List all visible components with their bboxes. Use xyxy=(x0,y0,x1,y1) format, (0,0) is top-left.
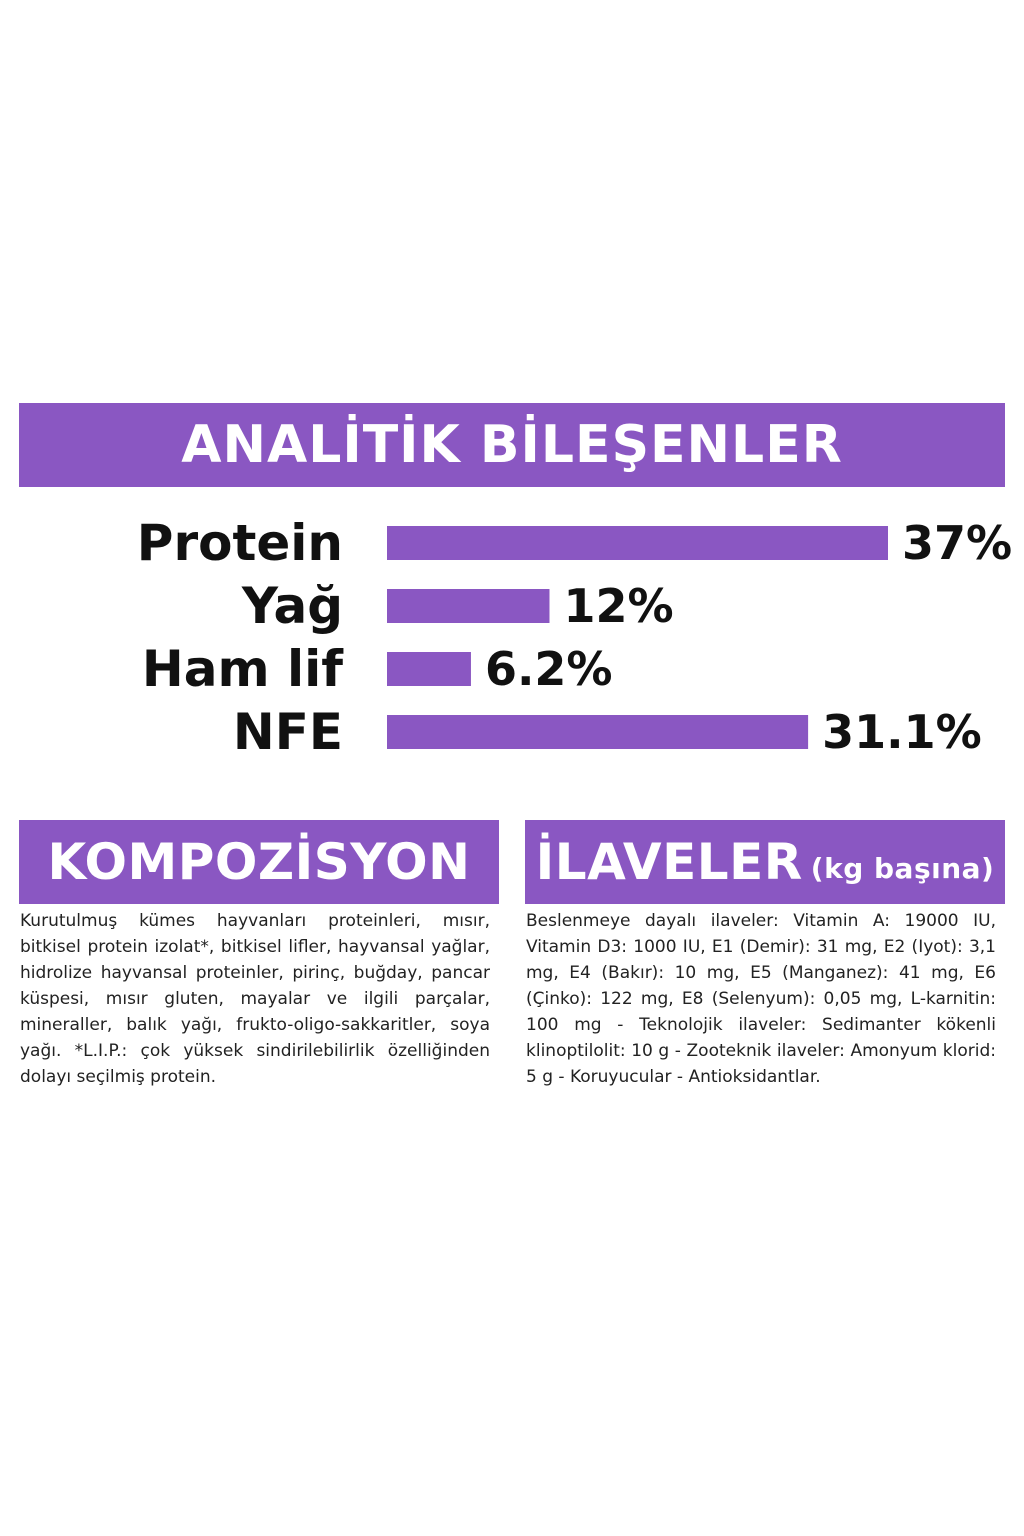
ilaveler-unit: (kg başına) xyxy=(810,851,995,885)
ilaveler-title: İLAVELER xyxy=(535,833,803,891)
kompozisyon-title: KOMPOZİSYON xyxy=(47,833,471,891)
analitik-bilesenler-title: ANALİTİK BİLEŞENLER xyxy=(181,415,843,475)
value-label-nfe: 31.1% xyxy=(822,705,982,759)
bar-ham-lif xyxy=(387,652,471,686)
kompozisyon-header xyxy=(19,820,499,904)
category-label-ham-lif: Ham lif xyxy=(141,640,343,698)
ilaveler-header xyxy=(525,820,1005,904)
value-label-ham-lif: 6.2% xyxy=(484,642,613,696)
category-label-ya-: Yağ xyxy=(241,577,343,635)
bar-nfe xyxy=(387,715,808,749)
value-label-ya-: 12% xyxy=(563,579,674,633)
bar-protein xyxy=(387,526,888,560)
bar-ya- xyxy=(387,589,549,623)
ilaveler-text: Beslenmeye dayalı ilaveler: Vitamin A: 19000 IU, Vitamin D3: 1000 IU, E1 (Demir): 31 mg, E2 (Iyot): 3,1 mg, E4 (Bakır): 10 mg, E5 (Manganez): 41 mg, E6 (Çinko): 122 mg, E8 (Selenyum): 0,05 mg, L-karnitin: 100 mg - Teknolojik ilaveler: Sedimanter kökenli klinoptilolit: 10 g - Zooteknik ilaveler: Amonyum klorid: 5 g - Koruyucular - Antioksidantlar. xyxy=(526,911,996,1087)
value-label-protein: 37% xyxy=(902,516,1013,570)
analitik-bilesenler-header xyxy=(19,403,1005,487)
analitik-bar-chart xyxy=(0,500,1024,770)
kompozisyon-text: Kurutulmuş kümes hayvanları proteinleri, mısır, bitkisel protein izolat*, bitkisel lifler, hayvansal yağlar, hidrolize hayvansal proteinler, pirinç, buğday, pancar küspesi, mısır gluten, mayalar ve ilgili parçalar, mineraller, balık yağı, frukto-oligo-sakkaritler, soya yağı. *L.I.P.: çok yüksek sindirilebilirlik özelliğinden dolayı seçilmiş protein. xyxy=(20,911,490,1087)
category-label-nfe: NFE xyxy=(232,703,343,761)
category-label-protein: Protein xyxy=(136,514,343,572)
